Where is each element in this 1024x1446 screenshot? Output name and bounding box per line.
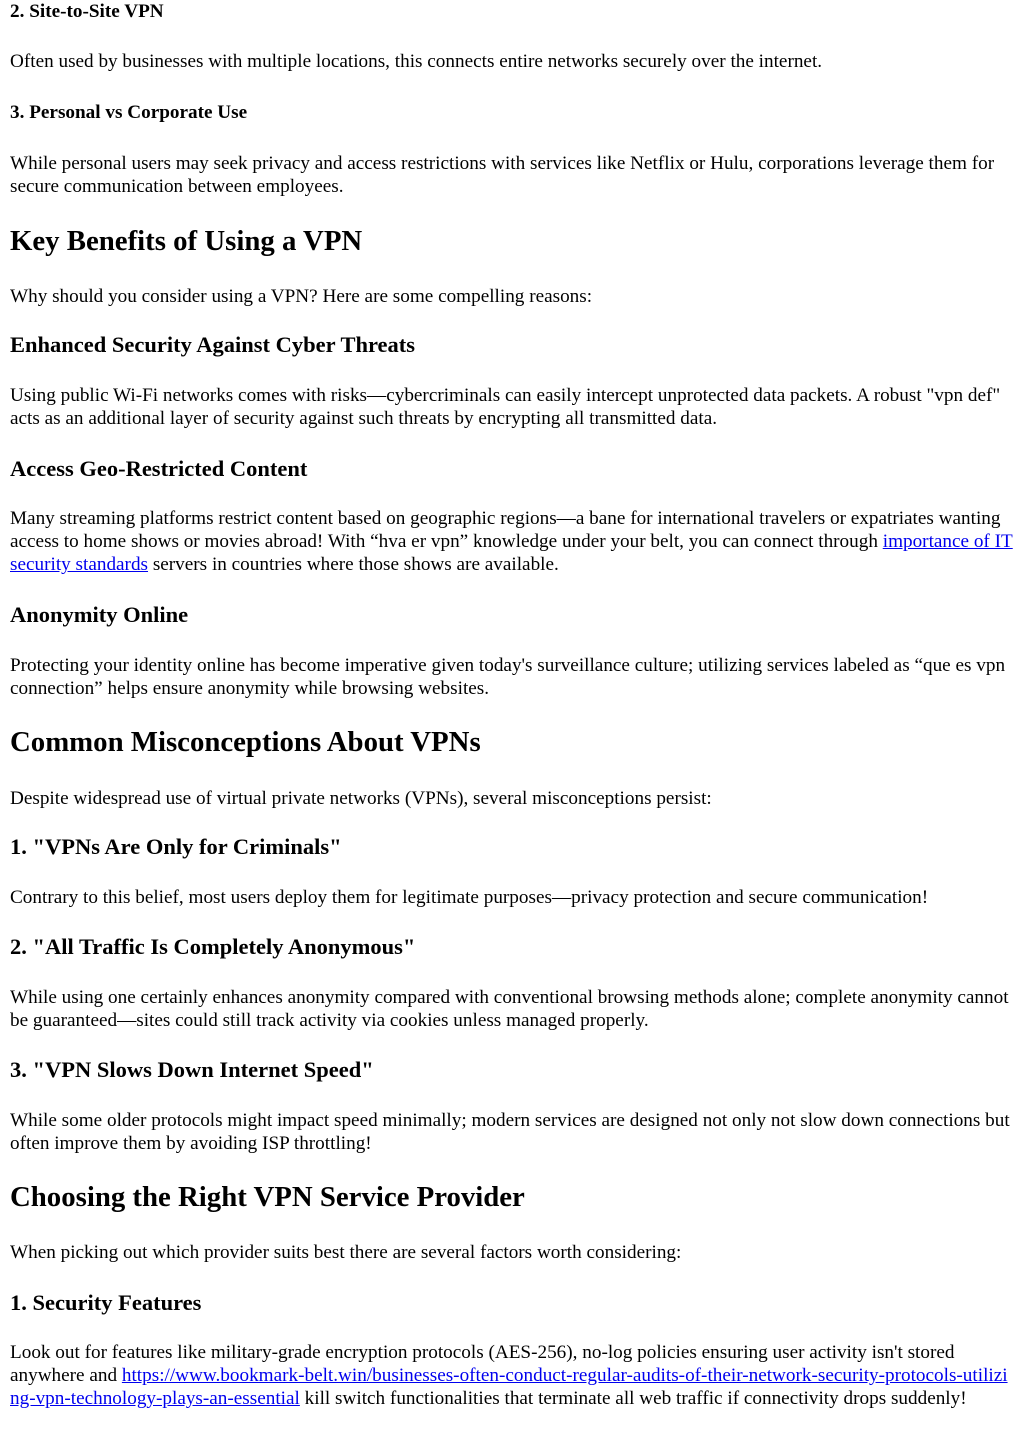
traffic-heading: 2. "All Traffic Is Completely Anonymous" [10, 934, 416, 959]
misconceptions-intro: Despite widespread use of virtual private networks (VPNs), several misconceptions persist: [10, 788, 712, 809]
security-paragraph: Using public Wi-Fi networks comes with risks—cybercriminals can easily intercept unprotected data packets. A robust "vpn def" acts as an additional layer of security against such threats by encrypting all transmitted data. [10, 385, 1001, 430]
it-security-standards-link[interactable]: importance of IT security standards [10, 531, 1013, 576]
personal-corporate-heading: 3. Personal vs Corporate Use [10, 102, 248, 123]
features-text-end: kill switch functionalities that terminate all web traffic if connectivity drops suddenly! [299, 1388, 967, 1410]
anonymity-heading: Anonymity Online [10, 602, 189, 627]
anonymity-paragraph: Protecting your identity online has become imperative given today's surveillance culture; utilizing services labeled as “que es vpn connection” helps ensure anonymity while browsing websites. [10, 655, 1006, 700]
features-paragraph [10, 1341, 1014, 1411]
geo-text-end: servers in countries where those shows are available. [148, 554, 559, 576]
site-to-site-paragraph: Often used by businesses with multiple locations, this connects entire networks securely over the internet. [10, 51, 823, 72]
benefits-intro: Why should you consider using a VPN? Here are some compelling reasons: [10, 286, 593, 307]
traffic-paragraph: While using one certainly enhances anonymity compared with conventional browsing methods alone; complete anonymity cannot be guaranteed—sites could still track activity via cookies unless managed properly. [10, 987, 1009, 1032]
choosing-heading: Choosing the Right VPN Service Provider [10, 1181, 525, 1213]
bookmark-belt-link[interactable]: https://www.bookmark-belt.win/businesses-often-conduct-regular-audits-of-their-network-security-protocols-utilizing-vpn-technology-plays-an-essential [10, 1365, 1008, 1410]
geo-text-start: Many streaming platforms restrict content based on geographic regions—a bane for international travelers or expatriates wanting access to home shows or movies abroad! With “hva er vpn” knowledge under your belt, you can connect through [10, 508, 1001, 553]
security-heading: Enhanced Security Against Cyber Threats [10, 332, 416, 357]
geo-heading: Access Geo-Restricted Content [10, 456, 308, 481]
site-to-site-heading: 2. Site-to-Site VPN [10, 1, 164, 22]
speed-paragraph: While some older protocols might impact speed minimally; modern services are designed not only not slow down connections but often improve them by avoiding ISP throttling! [10, 1110, 1010, 1155]
criminals-paragraph: Contrary to this belief, most users deploy them for legitimate purposes—privacy protection and secure communication! [10, 887, 929, 908]
features-heading: 1. Security Features [10, 1290, 202, 1315]
criminals-heading: 1. "VPNs Are Only for Criminals" [10, 834, 342, 859]
geo-paragraph [10, 507, 1014, 577]
misconceptions-heading: Common Misconceptions About VPNs [10, 726, 481, 758]
personal-corporate-paragraph: While personal users may seek privacy and access restrictions with services like Netflix or Hulu, corporations leverage them for secure communication between employees. [10, 153, 995, 198]
speed-heading: 3. "VPN Slows Down Internet Speed" [10, 1057, 374, 1082]
choosing-intro: When picking out which provider suits best there are several factors worth considering: [10, 1242, 682, 1263]
features-text-start: Look out for features like military-grade encryption protocols (AES-256), no-log policies ensuring user activity isn't stored anywhere and [10, 1342, 955, 1387]
benefits-heading: Key Benefits of Using a VPN [10, 225, 363, 257]
